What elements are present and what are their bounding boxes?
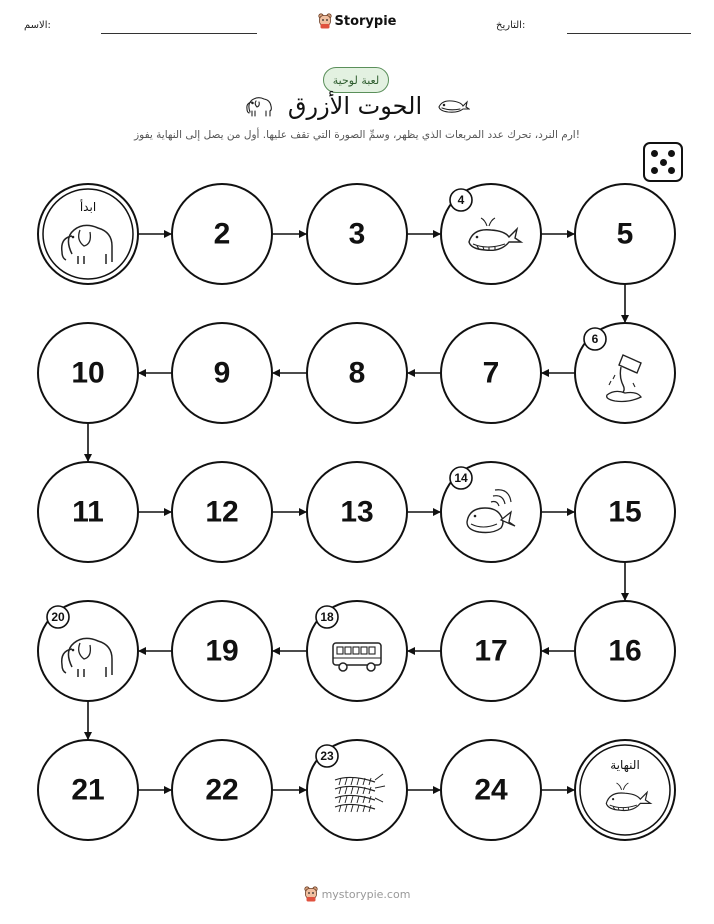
square-number: 15 bbox=[608, 495, 642, 529]
footer bbox=[0, 886, 714, 905]
board-square bbox=[172, 323, 272, 423]
square-number: 7 bbox=[482, 356, 500, 390]
bear-mascot-icon bbox=[304, 886, 318, 902]
square-number: 17 bbox=[474, 634, 508, 668]
brand-name: Storypie bbox=[334, 13, 397, 29]
footer-url: mystorypie.com bbox=[321, 887, 411, 901]
board-square bbox=[307, 601, 407, 701]
start-square bbox=[38, 184, 138, 284]
start-label: ابدأ bbox=[79, 200, 97, 214]
board-square bbox=[38, 323, 138, 423]
board-square bbox=[441, 184, 541, 284]
board-square bbox=[307, 462, 407, 562]
square-number: 10 bbox=[71, 356, 105, 390]
board-square bbox=[575, 601, 675, 701]
board-square bbox=[575, 184, 675, 284]
board-square bbox=[307, 323, 407, 423]
board-square bbox=[172, 601, 272, 701]
square-number: 9 bbox=[213, 356, 231, 390]
board-square bbox=[38, 462, 138, 562]
square-number: 6 bbox=[591, 332, 599, 346]
board-game-badge: لعبة لوحية bbox=[323, 67, 389, 93]
instructions-text: ارم النرد، تحرك عدد المربعات الذي يظهر، وسمِّ الصورة التي تقف عليها. أول من يصل إلى النهاية يفوز! bbox=[134, 129, 580, 141]
date-label: التاريخ: bbox=[496, 20, 526, 31]
square-number: 11 bbox=[72, 495, 104, 529]
board-square bbox=[441, 601, 541, 701]
square-number: 21 bbox=[71, 773, 105, 807]
name-label: الاسم: bbox=[24, 20, 51, 31]
square-number: 13 bbox=[340, 495, 374, 529]
square-number: 12 bbox=[205, 495, 239, 529]
board-square bbox=[172, 740, 272, 840]
board-square bbox=[441, 740, 541, 840]
board-square bbox=[172, 184, 272, 284]
square-number: 5 bbox=[616, 217, 634, 251]
square-number: 14 bbox=[454, 471, 468, 485]
square-number: 4 bbox=[457, 193, 465, 207]
end-label: النهاية bbox=[610, 758, 640, 772]
board-square bbox=[38, 601, 138, 701]
board-square bbox=[307, 740, 407, 840]
board-square bbox=[575, 462, 675, 562]
square-number: 18 bbox=[320, 610, 334, 624]
square-number: 8 bbox=[348, 356, 366, 390]
board-square bbox=[307, 184, 407, 284]
page-title: الحوت الأزرق bbox=[287, 92, 423, 120]
board-square bbox=[38, 740, 138, 840]
square-number: 16 bbox=[608, 634, 642, 668]
board-square bbox=[172, 462, 272, 562]
end-square bbox=[575, 740, 675, 840]
square-number: 19 bbox=[205, 634, 239, 668]
board-square bbox=[441, 462, 541, 562]
square-number: 3 bbox=[348, 217, 366, 251]
square-number: 24 bbox=[474, 773, 508, 807]
square-number: 2 bbox=[213, 217, 231, 251]
board-square bbox=[441, 323, 541, 423]
square-number: 20 bbox=[51, 610, 65, 624]
square-number: 22 bbox=[205, 773, 239, 807]
square-number: 23 bbox=[320, 749, 334, 763]
board-square bbox=[575, 323, 675, 423]
